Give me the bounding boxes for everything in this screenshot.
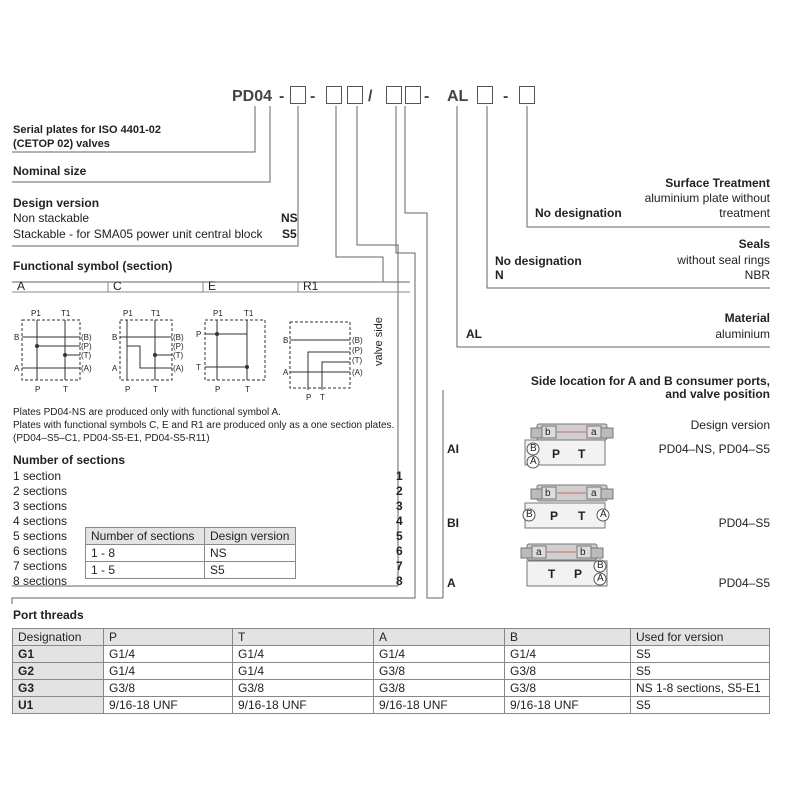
svg-text:(A): (A): [81, 364, 92, 373]
section-code: 1: [396, 469, 403, 483]
section-row: 3 sections: [13, 499, 68, 513]
section-row: 5 sections: [13, 529, 68, 543]
port-a-marker: A: [600, 509, 607, 520]
svg-text:(B): (B): [352, 336, 363, 345]
svg-text:A: A: [112, 364, 118, 373]
svg-text:(A): (A): [352, 368, 363, 377]
section-code: 8: [396, 574, 403, 588]
table-cell: 1 - 5: [86, 562, 205, 579]
svg-text:P: P: [35, 385, 41, 394]
symbol-note: Plates PD04-NS are produced only with functional symbol A.: [13, 407, 281, 418]
symbol-col-label: R1: [303, 279, 319, 293]
symbol-note: (PD04–S5–C1, PD04-S5-E1, PD04-S5-R11): [13, 433, 210, 444]
svg-text:B: B: [14, 333, 20, 342]
symbol-col-label: C: [113, 279, 122, 293]
table-cell: S5: [631, 697, 770, 714]
side-location-code: A: [447, 576, 456, 590]
side-location-dv-header: Design version: [690, 418, 770, 432]
solenoid-label: b: [545, 488, 551, 499]
symbol-c: [120, 320, 172, 380]
code-slot-seals[interactable]: [477, 86, 493, 104]
design-version-row: Non stackable: [13, 211, 90, 225]
svg-text:T1: T1: [151, 309, 161, 318]
nominal-size-label: Nominal size: [13, 164, 87, 178]
section-row: 2 sections: [13, 484, 68, 498]
table-cell: G3/8: [104, 680, 233, 697]
svg-text:T: T: [63, 385, 68, 394]
material-code: AL: [466, 327, 482, 341]
svg-text:T: T: [245, 385, 250, 394]
svg-text:T: T: [153, 385, 158, 394]
table-cell: G1/4: [104, 646, 233, 663]
svg-text:(T): (T): [81, 351, 92, 360]
side-location-version: PD04–S5: [718, 576, 770, 590]
port-threads-title: Port threads: [13, 608, 84, 622]
svg-text:A: A: [283, 368, 289, 377]
section-code: 6: [396, 544, 403, 558]
symbol-note: Plates with functional symbols C, E and R1 are produced only as a one section plates.: [13, 420, 395, 431]
svg-text:T1: T1: [61, 309, 71, 318]
table-cell: 1 - 8: [86, 545, 205, 562]
section-code: 5: [396, 529, 403, 543]
port-b-marker: B: [597, 560, 604, 571]
svg-text:(A): (A): [173, 364, 184, 373]
table-header: Number of sections: [86, 528, 205, 545]
table-header: T: [233, 629, 374, 646]
design-version-title: Design version: [13, 196, 100, 210]
side-location-version: PD04–NS, PD04–S5: [658, 442, 770, 456]
table-cell: G1/4: [233, 663, 374, 680]
serial-plates-label-2: (CETOP 02) valves: [13, 138, 110, 150]
table-cell: G1/4: [505, 646, 631, 663]
table-header: Designation: [13, 629, 104, 646]
design-version-row: Stackable - for SMA05 power unit central block: [13, 227, 263, 241]
svg-text:T: T: [320, 393, 325, 402]
table-row: [13, 697, 770, 714]
table-cell: G1/4: [104, 663, 233, 680]
table-header: B: [505, 629, 631, 646]
table-cell: S5: [205, 562, 296, 579]
valve-port-t: T: [578, 509, 586, 523]
table-cell: S5: [631, 646, 770, 663]
material-title: Material: [724, 311, 770, 325]
valve-side-label: valve side: [373, 317, 385, 366]
side-location-title: Side location for A and B consumer ports,: [530, 374, 770, 388]
sections-title: Number of sections: [13, 453, 126, 467]
code-material: AL: [447, 88, 469, 105]
code-dash: -: [310, 88, 316, 105]
surface-desc: treatment: [719, 206, 770, 220]
svg-text:(B): (B): [81, 333, 92, 342]
section-row: 6 sections: [13, 544, 68, 558]
table-row: [13, 646, 770, 663]
table-cell: G3/8: [374, 663, 505, 680]
svg-text:(B): (B): [173, 333, 184, 342]
serial-plates-label: Serial plates for ISO 4401-02: [13, 124, 161, 136]
seals-option: N: [495, 268, 504, 282]
table-cell: G3/8: [505, 663, 631, 680]
svg-text:T1: T1: [244, 309, 254, 318]
table-header: P: [104, 629, 233, 646]
svg-text:P1: P1: [31, 309, 41, 318]
valve-port-p: P: [550, 509, 559, 523]
svg-text:(P): (P): [173, 342, 184, 351]
port-b-marker: B: [526, 509, 533, 520]
symbol-r1: [290, 322, 350, 390]
svg-text:T: T: [196, 363, 201, 372]
svg-text:P1: P1: [123, 309, 133, 318]
svg-text:P: P: [196, 330, 202, 339]
table-cell: 9/16-18 UNF: [233, 697, 374, 714]
section-code: 7: [396, 559, 403, 573]
svg-text:B: B: [283, 336, 289, 345]
section-row: 1 section: [13, 469, 62, 483]
symbol-col-label: E: [208, 279, 217, 293]
table-cell: G3/8: [374, 680, 505, 697]
code-slot-sections[interactable]: [347, 86, 363, 104]
table-header: Design version: [205, 528, 296, 545]
section-code: 2: [396, 484, 403, 498]
seals-desc: NBR: [744, 268, 770, 282]
svg-text:(T): (T): [173, 351, 184, 360]
code-slot-design-version[interactable]: [290, 86, 306, 104]
table-cell: G3: [13, 680, 104, 697]
symbol-col-label: A: [17, 279, 26, 293]
table-cell: 9/16-18 UNF: [104, 697, 233, 714]
port-threads-table: [12, 628, 770, 714]
side-location-code: AI: [447, 442, 459, 456]
surface-option: No designation: [535, 206, 622, 220]
section-row: 8 sections: [13, 574, 68, 588]
svg-text:P: P: [215, 385, 221, 394]
table-cell: G3/8: [505, 680, 631, 697]
code-slot-side-location[interactable]: [405, 86, 421, 104]
solenoid-label: b: [580, 547, 586, 558]
sections-version-table: [85, 527, 296, 579]
table-cell: 9/16-18 UNF: [505, 697, 631, 714]
svg-text:(T): (T): [352, 356, 363, 365]
valve-port-t: T: [548, 567, 556, 581]
side-location-title-2: and valve position: [665, 387, 770, 401]
side-location-version: PD04–S5: [718, 516, 770, 530]
functional-symbol-title: Functional symbol (section): [13, 259, 173, 273]
side-location-code: BI: [447, 516, 459, 530]
svg-text:B: B: [112, 333, 118, 342]
svg-text:P: P: [306, 393, 312, 402]
table-cell: S5: [631, 663, 770, 680]
code-slash: /: [368, 88, 373, 105]
svg-text:P: P: [125, 385, 131, 394]
design-version-code: NS: [281, 211, 298, 225]
table-header: Used for version: [631, 629, 770, 646]
symbol-e: [205, 320, 265, 380]
valve-port-t: T: [578, 447, 586, 461]
table-cell: NS 1-8 sections, S5-E1: [631, 680, 770, 697]
section-row: 7 sections: [13, 559, 68, 573]
code-prefix: PD04: [232, 88, 273, 105]
port-b-marker: B: [530, 443, 537, 454]
table-row: [13, 680, 770, 697]
port-a-marker: A: [597, 573, 604, 584]
code-dash: -: [424, 88, 430, 105]
seals-desc: without seal rings: [677, 253, 770, 267]
code-slot-functional-symbol[interactable]: [326, 86, 342, 104]
table-cell: G3/8: [233, 680, 374, 697]
material-desc: aluminium: [715, 327, 770, 341]
table-cell: G1/4: [374, 646, 505, 663]
seals-option: No designation: [495, 254, 582, 268]
port-a-marker: A: [530, 456, 537, 467]
svg-text:(P): (P): [81, 342, 92, 351]
table-cell: G2: [13, 663, 104, 680]
seals-title: Seals: [738, 237, 770, 251]
table-header: A: [374, 629, 505, 646]
svg-text:A: A: [14, 364, 20, 373]
code-slot-port-threads[interactable]: [386, 86, 402, 104]
symbol-a: [22, 320, 80, 380]
code-slot-surface[interactable]: [519, 86, 535, 104]
surface-title: Surface Treatment: [665, 176, 770, 190]
table-cell: G1: [13, 646, 104, 663]
surface-desc: aluminium plate without: [644, 191, 770, 205]
svg-text:(P): (P): [352, 346, 363, 355]
table-row: [13, 663, 770, 680]
solenoid-label: a: [536, 547, 542, 558]
valve-port-p: P: [552, 447, 561, 461]
valve-port-p: P: [574, 567, 583, 581]
table-cell: G1/4: [233, 646, 374, 663]
section-row: 4 sections: [13, 514, 68, 528]
solenoid-label: a: [591, 488, 597, 499]
table-cell: NS: [205, 545, 296, 562]
design-version-code: S5: [282, 227, 297, 241]
solenoid-label: b: [545, 427, 551, 438]
solenoid-label: a: [591, 427, 597, 438]
section-code: 3: [396, 499, 403, 513]
code-dash: -: [279, 88, 285, 105]
table-cell: U1: [13, 697, 104, 714]
valve-bi: [525, 485, 613, 528]
section-code: 4: [396, 514, 403, 528]
code-dash: -: [503, 88, 509, 105]
table-cell: 9/16-18 UNF: [374, 697, 505, 714]
svg-text:P1: P1: [213, 309, 223, 318]
